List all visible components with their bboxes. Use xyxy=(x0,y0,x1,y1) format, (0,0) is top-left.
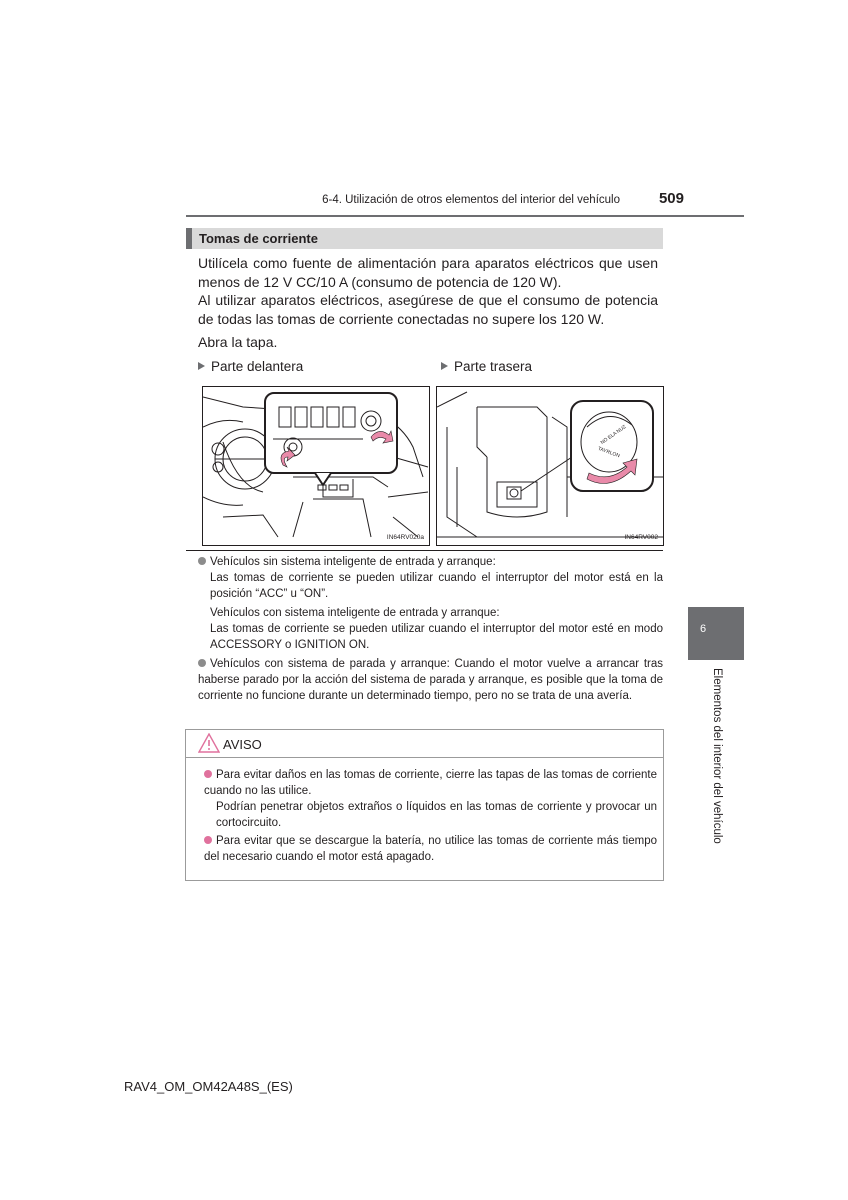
figure-front-code: IN64RV020a xyxy=(386,534,424,541)
warning-triangle-icon xyxy=(198,733,220,753)
front-dashboard-illustration xyxy=(203,387,429,545)
section-title: Tomas de corriente xyxy=(199,231,318,246)
warning-bullet-icon xyxy=(204,770,212,778)
warning-box xyxy=(185,729,664,881)
note-n2-heading: Vehículos con sistema inteligente de entrada y arranque: xyxy=(210,607,500,619)
note-bullet-icon xyxy=(198,659,206,667)
figure-rear-code: IN64RV002 xyxy=(624,534,658,541)
note-no-smart-key xyxy=(198,554,663,602)
body-paragraph-usage: Utilícela como fuente de alimentación para aparatos eléctricos que usen menos de 12 V CC/10 A (consumo de potencia de 120 W). xyxy=(198,255,658,290)
cap-text-1: NO ELA NUZ xyxy=(599,424,628,447)
header-rule xyxy=(186,215,744,217)
running-header-section: 6-4. Utilización de otros elementos del interior del vehículo xyxy=(322,194,620,206)
chapter-label: Elementos del interior del vehículo xyxy=(711,668,723,844)
warning-item-close-covers xyxy=(204,767,657,831)
note-smart-key xyxy=(198,605,663,653)
section-heading-bar xyxy=(186,228,663,249)
page-number: 509 xyxy=(658,190,684,207)
caption-triangle-icon xyxy=(198,362,205,370)
caption-front xyxy=(198,359,303,374)
note-bullet-icon xyxy=(198,557,206,565)
chapter-number: 6 xyxy=(699,623,707,635)
warning-bullet-icon xyxy=(204,836,212,844)
figure-front-power-outlet xyxy=(202,386,430,546)
note-n1-text: Las tomas de corriente se pueden utilizar cuando el interruptor del motor está en la posición “ACC” u “ON”. xyxy=(210,572,663,600)
body-paragraph-power-limit: Al utilizar aparatos eléctricos, asegúrese de que el consumo de potencia de todas las tomas de corriente conectadas no supere los 120 W. xyxy=(198,292,658,327)
note-stop-start xyxy=(198,656,663,704)
caption-rear-text: Parte trasera xyxy=(454,359,533,374)
caption-front-text: Parte delantera xyxy=(211,359,304,374)
rear-console-illustration xyxy=(437,387,663,545)
warning-w2-text: Para evitar que se descargue la batería, no utilice las tomas de corriente más tiempo del necesario cuando el motor está apagado. xyxy=(204,835,657,863)
warning-title: AVISO xyxy=(223,737,262,752)
notes-rule xyxy=(186,550,663,551)
chapter-tab xyxy=(688,607,744,660)
warning-w1-detail: Podrían penetrar objetos extraños o líquidos en las tomas de corriente y provocar un cortocircuito. xyxy=(216,801,657,829)
note-n2-text: Las tomas de corriente se pueden utilizar cuando el interruptor del motor esté en modo ACCESSORY o IGNITION ON. xyxy=(210,623,663,651)
note-n1-heading: Vehículos sin sistema inteligente de entrada y arranque: xyxy=(210,556,496,568)
warning-item-battery xyxy=(204,833,657,865)
body-paragraph-open-cover: Abra la tapa. xyxy=(198,334,278,350)
section-marker xyxy=(186,228,192,249)
caption-rear xyxy=(441,359,532,374)
warning-w1-text: Para evitar daños en las tomas de corriente, cierre las tapas de las tomas de corriente cuando no las utilice. xyxy=(204,769,657,797)
figure-rear-power-outlet xyxy=(436,386,664,546)
note-n3-text: Vehículos con sistema de parada y arranque: Cuando el motor vuelve a arrancar tras haberse parado por la acción del sistema de parada y arranque, es posible que la toma de corriente no funcione durante un determinado tiempo, pero no se trata de una avería. xyxy=(198,658,663,702)
footer-code: RAV4_OM_OM42A48S_(ES) xyxy=(124,1079,293,1094)
cap-text-2: TAYRLON xyxy=(596,445,621,460)
warning-header xyxy=(186,730,663,758)
caption-triangle-icon xyxy=(441,362,448,370)
